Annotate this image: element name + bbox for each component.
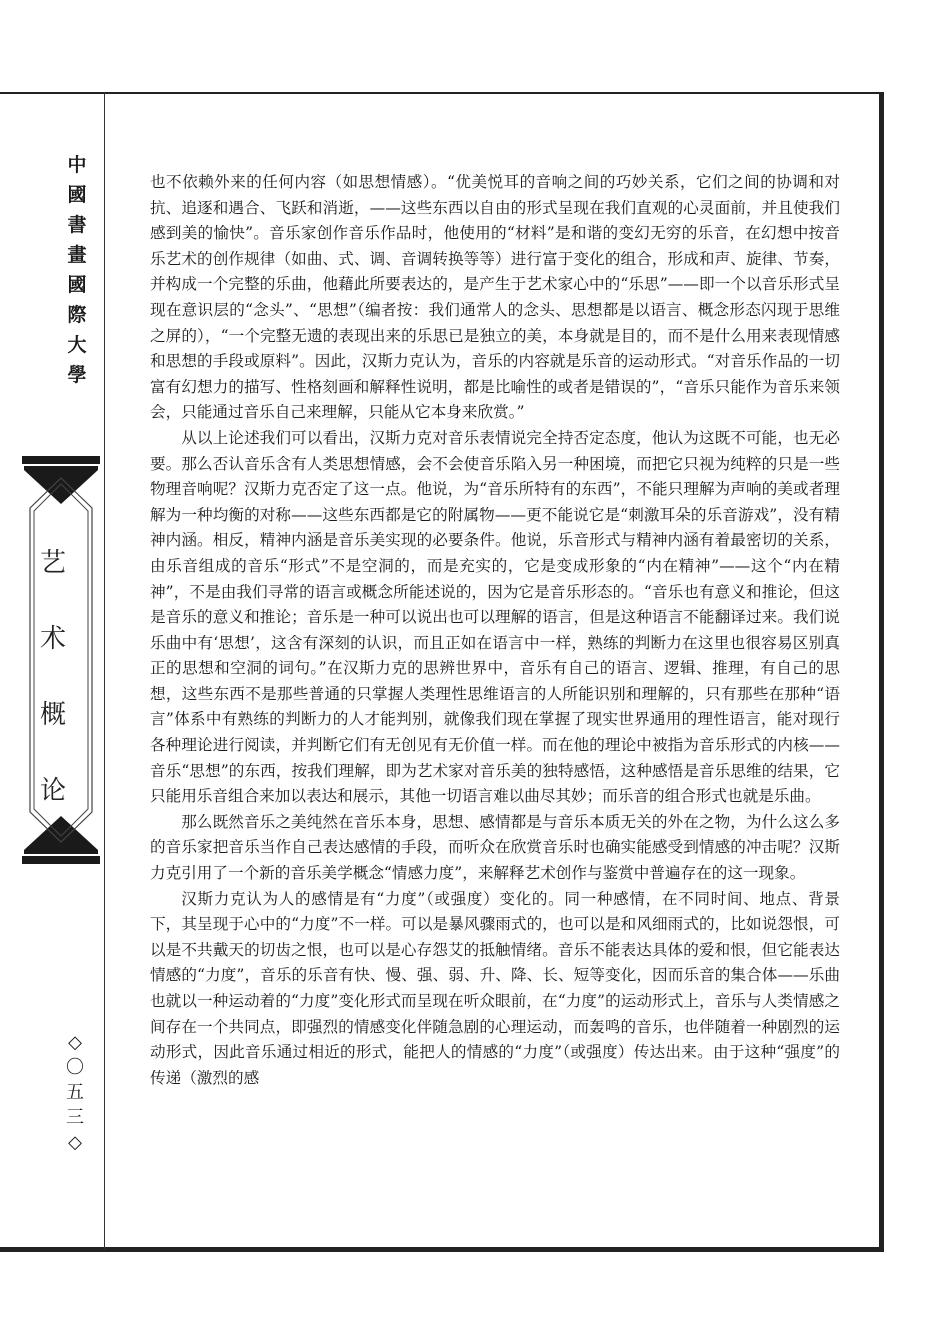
page-number-char: 三: [66, 1107, 84, 1128]
page-number-char: ◇: [68, 1032, 82, 1053]
page-number-char: ◇: [68, 1132, 82, 1153]
school-char: 畫: [67, 244, 87, 266]
title-box-bottom-bar: [22, 856, 100, 864]
school-name: [62, 150, 92, 390]
page-number-char: 〇: [66, 1057, 84, 1078]
school-char: 學: [67, 364, 87, 386]
paragraph: 那么既然音乐之美纯然在音乐本身，思想、感情都是与音乐本质无关的外在之物，为什么这么多的音乐家把音乐当作自己表达感情的手段，而听众在欣赏音乐时也确实能感受到情感的冲击呢？汉斯力克引用了一个新的音乐美学概念“情感力度”，来解释艺术创作与鉴赏中普遍存在的这一现象。: [150, 812, 840, 883]
page-frame-right: [879, 92, 884, 1252]
school-char: 際: [67, 304, 87, 326]
book-title-char: 论: [39, 776, 66, 806]
page-number-char: 五: [66, 1082, 84, 1103]
school-char: 書: [67, 214, 87, 236]
book-title-char: 艺: [39, 548, 66, 578]
school-char: 國: [67, 184, 87, 206]
school-char: 大: [67, 334, 87, 356]
paragraph: 汉斯力克认为人的感情是有“力度”（或强度）变化的。同一种感情，在不同时间、地点、背景下，其呈现于心中的“力度”不一样。可以是暴风骤雨式的，也可以是和风细雨式的，比如说怨恨，可以是不共戴天的切齿之恨，也可以是心存怨艾的抵触情绪。音乐不能表达具体的爱和恨，但它能表达情感的“力度”，音乐的乐音有快、慢、强、弱、升、降、长、短等变化，因而乐音的集合体——乐曲也就以一种运动着的“力度”变化形式而呈现在听众眼前，在“力度”的运动形式上，音乐与人类情感之间存在一个共同点，即强烈的情感变化伴随急剧的心理运动，而轰鸣的音乐，也伴随着一种剧烈的运动形式，因此音乐通过相近的形式，能把人的情感的“力度”（或强度）传达出来。由于这种“强度”的传递（激烈的感: [150, 889, 840, 1087]
book-title-char: 概: [39, 700, 66, 730]
page-frame-top: [0, 92, 882, 94]
school-char: 國: [67, 274, 87, 296]
book-title-char: 术: [39, 624, 66, 654]
body-text: [150, 170, 840, 1091]
sidebar-divider: [104, 92, 105, 1249]
paragraph: 从以上论述我们可以看出，汉斯力克对音乐表情说完全持否定态度，他认为这既不可能，也无必要。那么否认音乐含有人类思想情感，会不会使音乐陷入另一种困境，而把它只视为纯粹的只是一些物理音响呢？汉斯力克否定了这一点。他说，为“音乐所特有的东西”，不能只理解为声响的美或者理解为一种均衡的对称——这些东西都是它的附属物——更不能说它是“刺激耳朵的乐音游戏”，没有精神内涵。相反，精神内涵是音乐美实现的必要条件。他说，乐音形式与精神内涵有着最密切的关系，由乐音组成的音乐“形式”不是空洞的，而是充实的，它是变成形象的“内在精神”——这个“内在精神”，不是由我们寻常的语言或概念所能述说的，因为它是音乐形态的。“音乐也有意义和推论，但这是音乐的意义和推论；音乐是一种可以说出也可以理解的语言，但是这种语言不能翻译过来。我们说乐曲中有‘思想’，这含有深刻的认识，而且正如在语言中一样，熟练的判断力在这里也很容易区别真正的思想和空洞的词句。”在汉斯力克的思辨世界中，音乐有自己的语言、逻辑、推理，有自己的思想，这些东西不是那些普通的只掌握人类理性思维语言的人所能识别和理解的，只有那些在那种“语言”体系中有熟练的判断力的人才能判别，就像我们现在掌握了现实世界通用的理性语言，能对现行各种理论进行阅读，并判断它们有无创见有无价值一样。而在他的理论中被指为音乐形式的内核——音乐“思想”的东西，按我们理解，即为艺术家对音乐美的独特感悟，这种感悟是音乐思维的结果，它只能用乐音组合来加以表达和展示，其他一切语言难以曲尽其妙；而乐音的组合形式也就是乐曲。: [150, 428, 840, 806]
paragraph: 也不依赖外来的任何内容（如思想情感）。“优美悦耳的音响之间的巧妙关系，它们之间的协调和对抗、追逐和遇合、飞跃和消逝，——这些东西以自由的形式呈现在我们直观的心灵面前，并且使我们感到美的愉快”。音乐家创作音乐作品时，他使用的“材料”是和谐的变幻无穷的乐音，在幻想中按音乐艺术的创作规律（如曲、式、调、音调转换等等）进行富于变化的组合，形成和声、旋律、节奏，并构成一个完整的乐曲，他藉此所要表达的，是产生于艺术家心中的“乐思”——即一个以音乐形式呈现在意识层的“念头”、“思想”（编者按：我们通常人的念头、思想都是以语言、概念形态闪现于思维之屏的），“一个完整无遗的表现出来的乐思已是独立的美，本身就是目的，而不是什么用来表现情感和思想的手段或原料”。因此，汉斯力克认为，音乐的内容就是乐音的运动形式。“对音乐作品的一切富有幻想力的描写、性格刻画和解释性说明，都是比喻性的或者是错误的”，“音乐只能作为音乐来领会，只能通过音乐自己来理解，只能从它本身来欣赏。”: [150, 173, 840, 422]
school-char: 中: [67, 154, 87, 176]
page-frame-bottom: [0, 1247, 884, 1252]
page-number: [60, 1030, 90, 1155]
